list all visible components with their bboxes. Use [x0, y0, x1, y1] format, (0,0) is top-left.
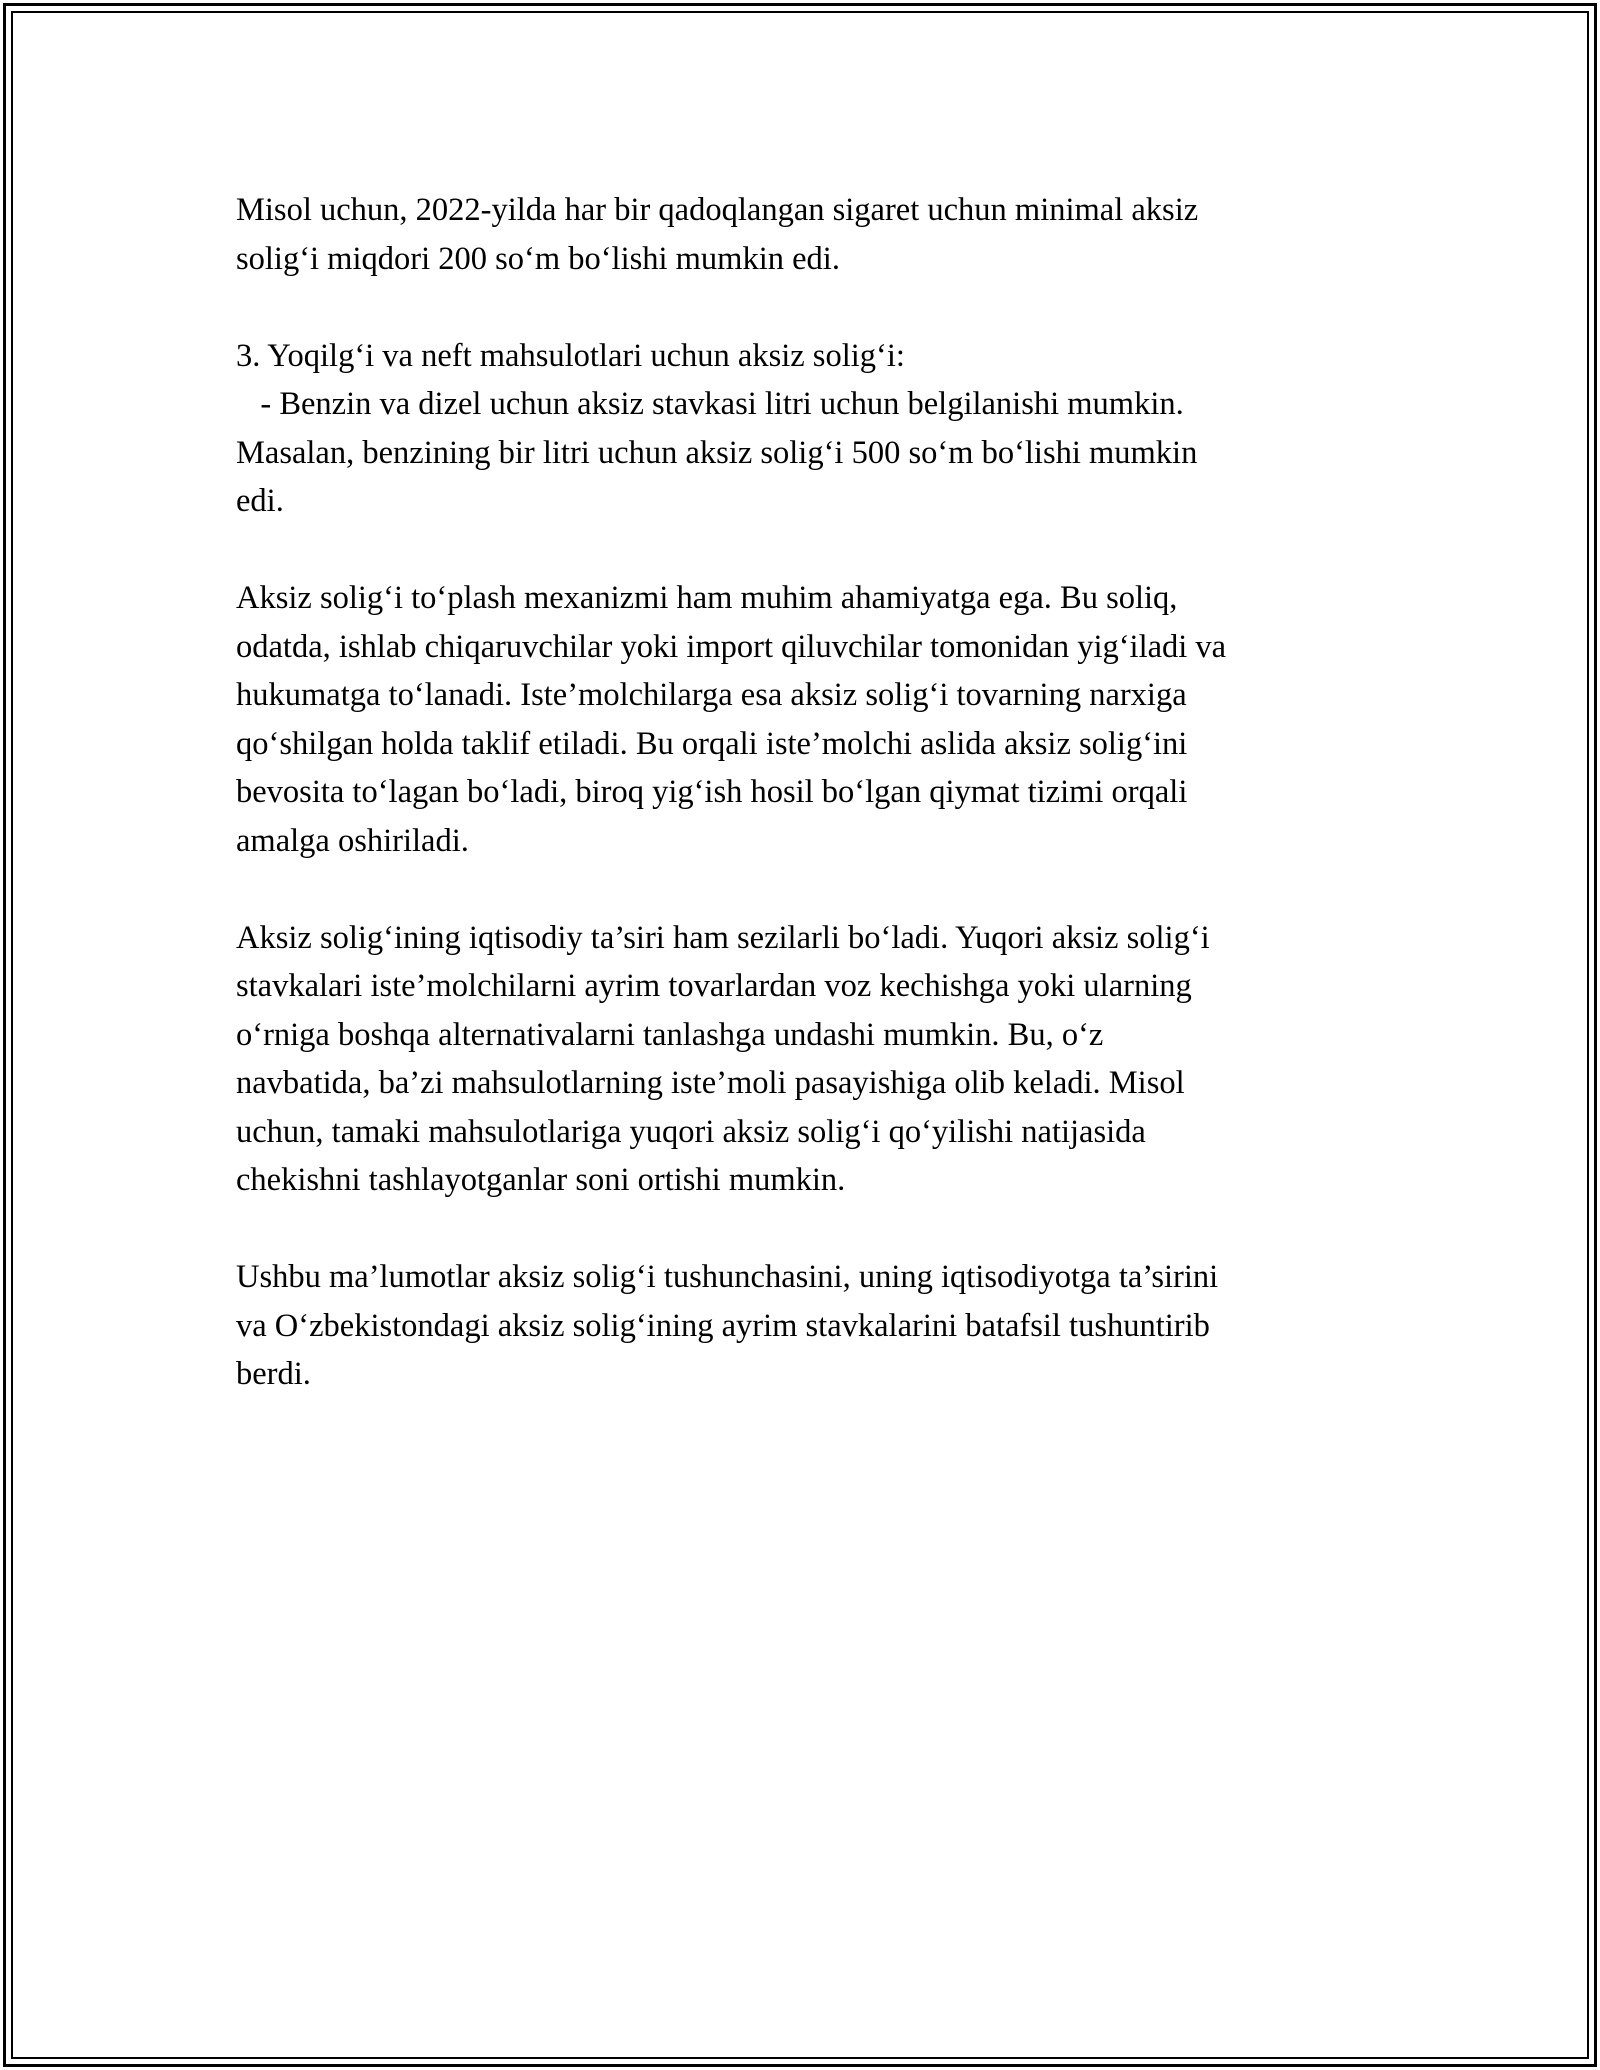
text-line: chekishni tashlayotganlar soni ortishi mumkin. — [236, 1162, 846, 1198]
paragraph-cigarette-example — [236, 186, 1366, 283]
paragraph-fuel-excise — [236, 332, 1366, 526]
list-item-heading: 3. Yoqilg‘i va neft mahsulotlari uchun aksiz solig‘i: — [236, 337, 905, 374]
text-line: bevosita to‘lagan bo‘ladi, biroq yig‘ish hosil bo‘lgan qiymat tizimi orqali — [236, 774, 1188, 810]
text-line: Aksiz solig‘i to‘plash mexanizmi ham muhim ahamiyatga ega. Bu soliq, — [236, 580, 1178, 616]
text-line: amalga oshiriladi. — [236, 822, 469, 859]
text-line: uchun, tamaki mahsulotlariga yuqori aksiz solig‘i qo‘yilishi natijasida — [236, 1113, 1146, 1150]
text-line: navbatida, ba’zi mahsulotlarning iste’moli pasayishiga olib keladi. Misol — [236, 1065, 1185, 1101]
text-line: qo‘shilgan holda taklif etiladi. Bu orqali iste’molchi aslida aksiz solig‘ini — [236, 725, 1188, 762]
paragraph-conclusion — [236, 1253, 1366, 1399]
paragraph-collection-mechanism — [236, 574, 1366, 865]
text-line: - Benzin va dizel uchun aksiz stavkasi litri uchun belgilanishi mumkin. — [236, 386, 1184, 422]
text-line: hukumatga to‘lanadi. Iste’molchilarga esa aksiz solig‘i tovarning narxiga — [236, 677, 1187, 713]
paragraph-economic-impact — [236, 914, 1366, 1205]
text-line: berdi. — [236, 1356, 311, 1392]
text-line: va O‘zbekistondagi aksiz solig‘ining ayrim stavkalarini batafsil tushuntirib — [236, 1307, 1210, 1344]
text-line: o‘rniga boshqa alternativalarni tanlashga undashi mumkin. Bu, o‘z — [236, 1016, 1104, 1053]
text-line: edi. — [236, 483, 284, 519]
text-line: stavkalari iste’molchilarni ayrim tovarlardan voz kechishga yoki ularning — [236, 968, 1192, 1004]
text-line: solig‘i miqdori 200 so‘m bo‘lishi mumkin edi. — [236, 240, 840, 277]
document-body — [236, 186, 1366, 1447]
text-line: odatda, ishlab chiqaruvchilar yoki import qiluvchilar tomonidan yig‘iladi va — [236, 628, 1227, 665]
text-line: Ushbu ma’lumotlar aksiz solig‘i tushunchasini, uning iqtisodiyotga ta’sirini — [236, 1259, 1219, 1295]
text-line: Aksiz solig‘ining iqtisodiy ta’siri ham sezilarli bo‘ladi. Yuqori aksiz solig‘i — [236, 919, 1210, 956]
text-line: Masalan, benzining bir litri uchun aksiz solig‘i 500 so‘m bo‘lishi mumkin — [236, 434, 1198, 471]
text-line: Misol uchun, 2022-yilda har bir qadoqlangan sigaret uchun minimal aksiz — [236, 192, 1199, 228]
